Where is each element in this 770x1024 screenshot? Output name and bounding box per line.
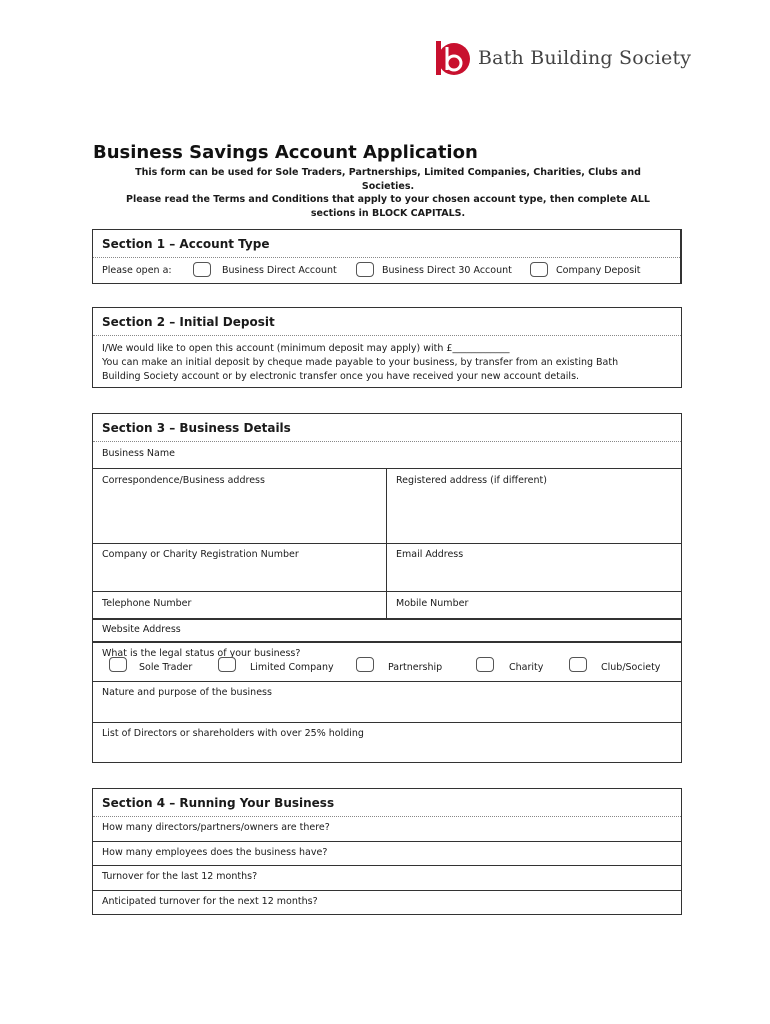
- directors-count-field[interactable]: [93, 817, 681, 841]
- legal-status-row: [93, 643, 681, 681]
- partnership-checkbox[interactable]: [356, 657, 374, 672]
- directors-label: List of Directors or shareholders with over 25% holding: [102, 728, 364, 739]
- business-direct-account-label: Business Direct Account: [222, 265, 337, 276]
- registration-number-field[interactable]: [93, 544, 387, 591]
- website-address-field[interactable]: [93, 618, 681, 643]
- business-name-label: Business Name: [102, 448, 175, 459]
- deposit-amount-line[interactable]: I/We would like to open this account (minimum deposit may apply) with £____________: [102, 343, 510, 354]
- turnover-last-12-field[interactable]: [93, 865, 681, 890]
- address-row: [93, 468, 681, 543]
- logo-mark-icon: [434, 38, 470, 78]
- business-name-field[interactable]: [93, 442, 681, 468]
- telephone-number-field[interactable]: [93, 592, 387, 618]
- logo-text: Bath Building Society: [478, 47, 692, 69]
- section-3-heading: Section 3 – Business Details: [93, 414, 681, 442]
- registered-address-label: Registered address (if different): [396, 475, 547, 486]
- telephone-number-label: Telephone Number: [102, 598, 192, 609]
- club-society-label: Club/Society: [601, 662, 661, 673]
- section-4-running-business: [92, 788, 682, 915]
- correspondence-address-label: Correspondence/Business address: [102, 475, 265, 486]
- company-deposit-checkbox[interactable]: [530, 262, 548, 277]
- bath-building-society-logo: [434, 38, 691, 78]
- section-3-business-details: [92, 413, 682, 763]
- intro-line-2: Societies.: [361, 180, 415, 192]
- business-direct-30-account-checkbox[interactable]: [356, 262, 374, 277]
- sole-trader-label: Sole Trader: [139, 662, 193, 673]
- nature-purpose-label: Nature and purpose of the business: [102, 687, 272, 698]
- directors-count-label: How many directors/partners/owners are there?: [102, 822, 330, 833]
- club-society-checkbox[interactable]: [569, 657, 587, 672]
- charity-label: Charity: [509, 662, 544, 673]
- turnover-next-12-field[interactable]: [93, 890, 681, 914]
- email-address-field[interactable]: [387, 544, 681, 591]
- intro-line-4: sections in BLOCK CAPITALS.: [310, 207, 466, 219]
- registration-email-row: [93, 543, 681, 591]
- nature-purpose-field[interactable]: [93, 681, 681, 722]
- section-1-heading: Section 1 – Account Type: [93, 230, 680, 258]
- intro-text: [93, 166, 683, 220]
- charity-checkbox[interactable]: [476, 657, 494, 672]
- page-title: Business Savings Account Application: [93, 142, 478, 163]
- business-direct-account-checkbox[interactable]: [193, 262, 211, 277]
- email-address-label: Email Address: [396, 549, 464, 560]
- deposit-info-line-2: Building Society account or by electronic transfer once you have received your new account details.: [102, 371, 580, 382]
- website-address-label: Website Address: [102, 624, 181, 635]
- deposit-text: [93, 336, 681, 384]
- intro-line-1: This form can be used for Sole Traders, Partnerships, Limited Companies, Charities, Clubs and: [135, 167, 641, 178]
- employees-count-field[interactable]: [93, 841, 681, 865]
- account-type-row: [93, 258, 680, 284]
- section-2-heading: Section 2 – Initial Deposit: [93, 308, 681, 336]
- partnership-label: Partnership: [388, 662, 443, 673]
- company-deposit-label: Company Deposit: [556, 265, 641, 276]
- section-1-account-type: [92, 229, 682, 284]
- registered-address-field[interactable]: [387, 469, 681, 543]
- turnover-last-12-label: Turnover for the last 12 months?: [102, 871, 258, 882]
- business-direct-30-account-label: Business Direct 30 Account: [382, 265, 512, 276]
- registration-number-label: Company or Charity Registration Number: [102, 549, 299, 560]
- sole-trader-checkbox[interactable]: [109, 657, 127, 672]
- correspondence-address-field[interactable]: [93, 469, 387, 543]
- mobile-number-field[interactable]: [387, 592, 681, 618]
- employees-count-label: How many employees does the business have?: [102, 847, 328, 858]
- directors-field[interactable]: [93, 722, 681, 764]
- deposit-info-line-1: You can make an initial deposit by cheque made payable to your business, by transfer from an existing Bath: [102, 357, 619, 368]
- account-type-prompt: Please open a:: [102, 265, 172, 276]
- legal-status-question: What is the legal status of your business?: [102, 648, 301, 659]
- phone-row: [93, 591, 681, 618]
- mobile-number-label: Mobile Number: [396, 598, 469, 609]
- turnover-next-12-label: Anticipated turnover for the next 12 months?: [102, 896, 318, 907]
- limited-company-label: Limited Company: [250, 662, 334, 673]
- intro-line-3: Please read the Terms and Conditions that apply to your chosen account type, then complete ALL: [126, 194, 650, 205]
- section-4-heading: Section 4 – Running Your Business: [93, 789, 681, 817]
- limited-company-checkbox[interactable]: [218, 657, 236, 672]
- section-2-initial-deposit: [92, 307, 682, 388]
